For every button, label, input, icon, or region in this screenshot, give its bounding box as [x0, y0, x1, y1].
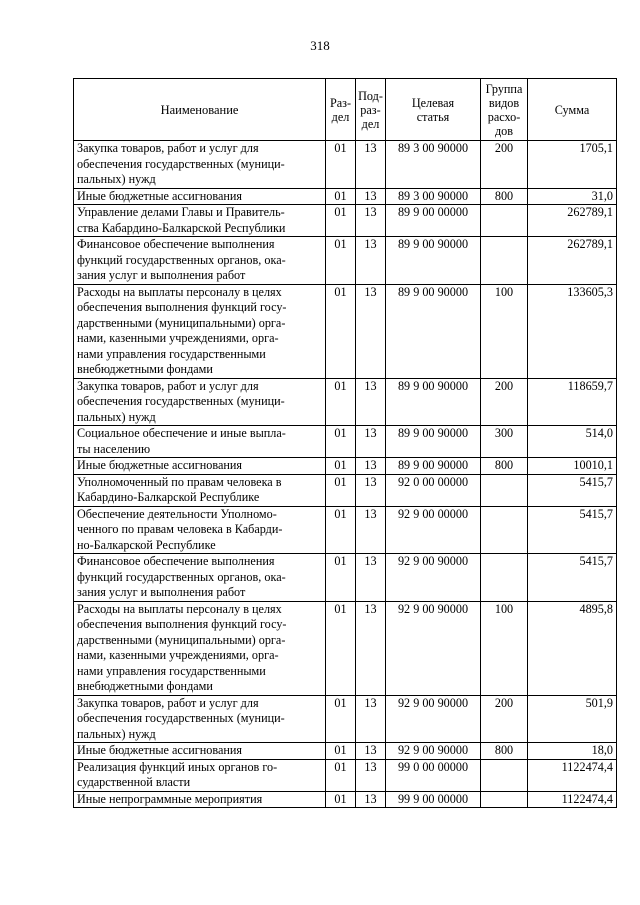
cell-sum: 10010,1 — [528, 458, 617, 475]
cell-name-line: Управление делами Главы и Правитель- — [77, 205, 285, 219]
cell-target: 89 9 00 90000 — [386, 458, 481, 475]
cell-subsection: 13 — [356, 743, 386, 760]
cell-subsection: 13 — [356, 695, 386, 743]
cell-name — [74, 458, 326, 475]
cell-target: 99 9 00 00000 — [386, 791, 481, 808]
table-row — [74, 205, 617, 237]
cell-group: 100 — [481, 284, 528, 378]
cell-subsection: 13 — [356, 791, 386, 808]
cell-group: 800 — [481, 188, 528, 205]
cell-target: 92 9 00 90000 — [386, 554, 481, 602]
cell-subsection: 13 — [356, 378, 386, 426]
cell-name — [74, 188, 326, 205]
cell-name-line: внебюджетными фондами — [77, 679, 213, 693]
cell-name-line: Кабардино-Балкарской Республике — [77, 490, 260, 504]
cell-name-line: Уполномоченный по правам человека в — [77, 474, 282, 489]
cell-section: 01 — [326, 458, 356, 475]
page-number: 318 — [310, 38, 330, 53]
header-sum: Сумма — [528, 79, 617, 141]
header-subsection-line: раз- — [360, 102, 381, 117]
cell-name-line: обеспечения государственных (муници- — [77, 156, 285, 171]
cell-sum: 118659,7 — [528, 378, 617, 426]
cell-name — [74, 205, 326, 237]
cell-group: 200 — [481, 141, 528, 189]
cell-section: 01 — [326, 378, 356, 426]
cell-section: 01 — [326, 188, 356, 205]
cell-group — [481, 237, 528, 285]
cell-target: 92 0 00 00000 — [386, 474, 481, 506]
cell-name — [74, 426, 326, 458]
cell-name-line: зания услуг и выполнения работ — [77, 268, 246, 282]
cell-group: 200 — [481, 378, 528, 426]
cell-name-line: пальных) нужд — [77, 172, 156, 186]
cell-target: 89 9 00 90000 — [386, 378, 481, 426]
cell-group: 200 — [481, 695, 528, 743]
cell-name-line: Закупка товаров, работ и услуг для — [77, 695, 259, 710]
cell-subsection: 13 — [356, 759, 386, 791]
cell-subsection: 13 — [356, 554, 386, 602]
cell-sum: 1705,1 — [528, 141, 617, 189]
cell-name-line: Финансовое обеспечение выполнения — [77, 237, 275, 251]
header-subsection — [356, 79, 386, 141]
cell-target: 89 3 00 90000 — [386, 188, 481, 205]
table-row — [74, 458, 617, 475]
cell-name-line: Реализация функций иных органов го- — [77, 759, 278, 774]
cell-name-line: функций государственных органов, ока- — [77, 252, 286, 267]
cell-name-line: дарственными (муниципальными) орга- — [77, 632, 286, 647]
cell-subsection: 13 — [356, 237, 386, 285]
cell-name — [74, 601, 326, 695]
cell-sum: 501,9 — [528, 695, 617, 743]
cell-section: 01 — [326, 554, 356, 602]
header-target-line: статья — [416, 109, 450, 124]
cell-name — [74, 506, 326, 554]
cell-target: 92 9 00 90000 — [386, 743, 481, 760]
cell-name-line: дарственными (муниципальными) орга- — [77, 315, 286, 330]
cell-sum: 31,0 — [528, 188, 617, 205]
cell-sum: 5415,7 — [528, 554, 617, 602]
cell-section: 01 — [326, 237, 356, 285]
cell-subsection: 13 — [356, 284, 386, 378]
cell-name-line: Расходы на выплаты персоналу в целях — [77, 601, 282, 616]
cell-name — [74, 759, 326, 791]
table-row — [74, 759, 617, 791]
header-section-line: дел — [331, 109, 350, 124]
cell-sum: 5415,7 — [528, 506, 617, 554]
cell-name-line: Иные бюджетные ассигнования — [77, 458, 243, 472]
cell-name-line: сударственной власти — [77, 775, 191, 789]
cell-name-line: Иные непрограммные мероприятия — [77, 791, 263, 806]
cell-target: 92 9 00 90000 — [386, 695, 481, 743]
cell-name-line: обеспечения государственных (муници- — [77, 711, 285, 725]
header-subsection-line: Под- — [358, 88, 383, 103]
header-name: Наименование — [74, 79, 326, 141]
cell-name-line: Расходы на выплаты персоналу в целях — [77, 284, 282, 299]
cell-target: 89 9 00 00000 — [386, 205, 481, 237]
budget-table — [73, 78, 617, 808]
cell-subsection: 13 — [356, 141, 386, 189]
cell-name — [74, 554, 326, 602]
cell-subsection: 13 — [356, 506, 386, 554]
cell-section: 01 — [326, 284, 356, 378]
cell-name-line: Иные бюджетные ассигнования — [77, 188, 243, 203]
cell-sum: 1122474,4 — [528, 791, 617, 808]
table-row — [74, 695, 617, 743]
cell-sum: 1122474,4 — [528, 759, 617, 791]
cell-group: 800 — [481, 458, 528, 475]
table-row — [74, 601, 617, 695]
table-row — [74, 237, 617, 285]
header-section — [326, 79, 356, 141]
cell-name-line: пальных) нужд — [77, 726, 156, 741]
cell-name-line: Иные бюджетные ассигнования — [77, 743, 243, 757]
table-row — [74, 791, 617, 808]
cell-name — [74, 695, 326, 743]
cell-group: 800 — [481, 743, 528, 760]
cell-name-line: ства Кабардино-Балкарской Республики — [77, 220, 286, 235]
table-row — [74, 554, 617, 602]
table-row — [74, 378, 617, 426]
cell-group — [481, 791, 528, 808]
cell-name — [74, 743, 326, 760]
cell-sum: 262789,1 — [528, 205, 617, 237]
cell-group: 100 — [481, 601, 528, 695]
cell-group — [481, 759, 528, 791]
cell-group: 300 — [481, 426, 528, 458]
cell-name-line: Финансовое обеспечение выполнения — [77, 554, 275, 568]
cell-section: 01 — [326, 695, 356, 743]
cell-name-line: ты населению — [77, 441, 151, 456]
cell-name-line: обеспечения выполнения функций госу- — [77, 617, 287, 631]
cell-section: 01 — [326, 205, 356, 237]
cell-section: 01 — [326, 759, 356, 791]
cell-target: 92 9 00 90000 — [386, 601, 481, 695]
table-row — [74, 506, 617, 554]
header-group-line: дов — [494, 123, 514, 138]
header-group-line: Группа — [485, 81, 523, 96]
cell-group — [481, 554, 528, 602]
cell-sum: 514,0 — [528, 426, 617, 458]
cell-target: 89 9 00 90000 — [386, 284, 481, 378]
header-group — [481, 79, 528, 141]
cell-sum: 262789,1 — [528, 237, 617, 285]
cell-section: 01 — [326, 743, 356, 760]
cell-name — [74, 141, 326, 189]
table-row — [74, 284, 617, 378]
header-section-line: Раз- — [329, 95, 352, 110]
cell-name — [74, 791, 326, 808]
cell-subsection: 13 — [356, 458, 386, 475]
header-subsection-line: дел — [361, 116, 380, 131]
table-row — [74, 426, 617, 458]
cell-name-line: Социальное обеспечение и иные выпла- — [77, 426, 286, 440]
cell-group — [481, 205, 528, 237]
cell-name-line: нами, казенными учреждениями, орга- — [77, 648, 279, 662]
cell-section: 01 — [326, 791, 356, 808]
cell-name-line: внебюджетными фондами — [77, 362, 213, 376]
cell-group — [481, 474, 528, 506]
cell-name-line: Обеспечение деятельности Уполномо- — [77, 506, 277, 521]
cell-sum: 133605,3 — [528, 284, 617, 378]
cell-sum: 18,0 — [528, 743, 617, 760]
cell-name-line: нами, казенными учреждениями, орга- — [77, 331, 279, 345]
cell-name — [74, 378, 326, 426]
cell-name-line: зания услуг и выполнения работ — [77, 585, 246, 599]
cell-name — [74, 284, 326, 378]
cell-subsection: 13 — [356, 426, 386, 458]
cell-target: 99 0 00 00000 — [386, 759, 481, 791]
cell-sum: 4895,8 — [528, 601, 617, 695]
header-group-line: расхо- — [487, 109, 521, 124]
cell-section: 01 — [326, 601, 356, 695]
header-target-line: Целевая — [411, 95, 455, 110]
cell-name-line: ченного по правам человека в Кабарди- — [77, 522, 283, 536]
table-row — [74, 474, 617, 506]
cell-name-line: нами управления государственными — [77, 663, 266, 678]
cell-target: 92 9 00 00000 — [386, 506, 481, 554]
cell-section: 01 — [326, 141, 356, 189]
cell-name — [74, 237, 326, 285]
cell-subsection: 13 — [356, 188, 386, 205]
cell-name — [74, 474, 326, 506]
cell-name-line: функций государственных органов, ока- — [77, 569, 286, 584]
cell-group — [481, 506, 528, 554]
cell-subsection: 13 — [356, 205, 386, 237]
header-target — [386, 79, 481, 141]
table-row — [74, 141, 617, 189]
cell-subsection: 13 — [356, 601, 386, 695]
header-group-line: видов — [488, 95, 520, 110]
cell-section: 01 — [326, 506, 356, 554]
table-row — [74, 743, 617, 760]
cell-target: 89 9 00 90000 — [386, 426, 481, 458]
cell-name-line: Закупка товаров, работ и услуг для — [77, 378, 259, 393]
cell-name-line: пальных) нужд — [77, 409, 156, 424]
cell-name-line: обеспечения государственных (муници- — [77, 394, 285, 408]
cell-section: 01 — [326, 426, 356, 458]
cell-target: 89 3 00 90000 — [386, 141, 481, 189]
cell-name-line: Закупка товаров, работ и услуг для — [77, 141, 259, 155]
table-row — [74, 188, 617, 205]
cell-section: 01 — [326, 474, 356, 506]
cell-sum: 5415,7 — [528, 474, 617, 506]
cell-subsection: 13 — [356, 474, 386, 506]
cell-name-line: но-Балкарской Республике — [77, 537, 216, 552]
cell-target: 89 9 00 90000 — [386, 237, 481, 285]
table-header-row — [74, 79, 617, 141]
cell-name-line: обеспечения выполнения функций госу- — [77, 300, 287, 314]
cell-name-line: нами управления государственными — [77, 346, 266, 361]
